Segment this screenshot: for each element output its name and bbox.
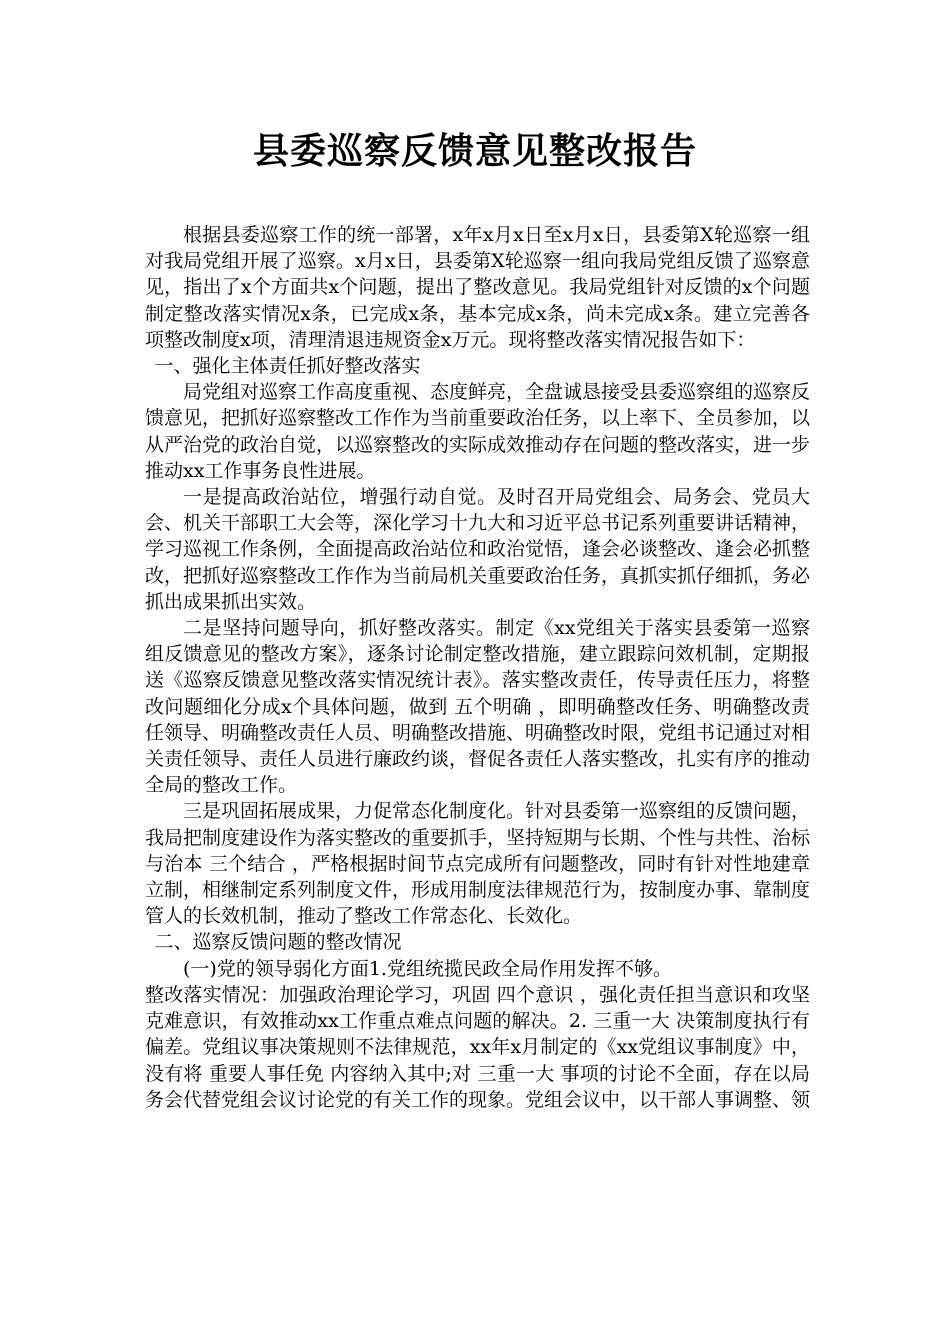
body-paragraph: 三是巩固拓展成果，力促常态化制度化。针对县委第一巡察组的反馈问题，我局把制度建设作为落实整改的重要抓手，坚持短期与长期、个性与共性、治标与治本 三个结合 ，严格根据时间节点完成所有问题整改，同时有针对性地建章立制，相继制定系列制度文件，形成用制度法律规范行为，按制度办事、靠制度管人的长效机制，推动了整改工作常态化、长效化。 <box>145 800 811 928</box>
intro-paragraph: 根据县委巡察工作的统一部署，x年x月x日至x月x日，县委第X轮巡察一组对我局党组开展了巡察。x月x日，县委第X轮巡察一组向我局党组反馈了巡察意见，指出了x个方面共x个问题，提出了整改意见。我局党组针对反馈的x个问题制定整改落实情况x条，已完成x条，基本完成x条，尚未完成x条。建立完善各项整改制度x项，清理清退违规资金x万元。现将整改落实情况报告如下： <box>145 224 810 351</box>
body-paragraph: 二是坚持问题导向，抓好整改落实。制定《xx党组关于落实县委第一巡察组反馈意见的整改方案》，逐条讨论制定整改措施，建立跟踪问效机制，定期报送《巡察反馈意见整改落实情况统计表》。落实整改责任，传导责任压力，将整改问题细化分成x个具体问题，做到 五个明确 ，即明确整改任务、明确整改责任领导、明确整改责任人员、明确整改措施、明确整改时限，党组书记通过对相关责任领导、责任人员进行廉政约谈，督促各责任人落实整改，扎实有序的推动全局的整改工作。 <box>145 617 811 797</box>
subsection-heading: (一)党的领导弱化方面1.党组统揽民政全局作用发挥不够。 <box>183 957 672 980</box>
body-paragraph: 一是提高政治站位，增强行动自觉。及时召开局党组会、局务会、党员大会、机关干部职工大会等，深化学习十九大和习近平总书记系列重要讲话精神，学习巡视工作条例，全面提高政治站位和政治觉悟，逢会必谈整改、逢会必抓整改，把抓好巡察整改工作作为当前局机关重要政治任务，真抓实抓仔细抓，务必抓出成果抓出实效。 <box>145 486 811 613</box>
section-heading-2: 二、巡察反馈问题的整改情况 <box>154 931 402 954</box>
body-paragraph: 局党组对巡察工作高度重视、态度鲜亮，全盘诚恳接受县委巡察组的巡察反馈意见，把抓好巡察整改工作作为当前重要政治任务，以上率下、全员参加，以从严治党的政治自觉，以巡察整改的实际成效推动存在问题的整改落实，进一步推动xx工作事务良性进展。 <box>145 381 811 482</box>
body-paragraph: 整改落实情况：加强政治理论学习，巩固 四个意识 ，强化责任担当意识和攻坚克难意识，有效推动xx工作重点难点问题的解决。2. 三重一大 决策制度执行有偏差。党组议事决策规则不法律规范，xx年x月制定的《xx党组议事制度》中，没有将 重要人事任免 内容纳入其中;对 三重一大 事项的讨论不全面，存在以局务会代替党组会议讨论党的有关工作的现象。党组会议中，以干部人事调整、领 <box>145 983 811 1111</box>
section-heading-1: 一、强化主体责任抓好整改落实 <box>154 355 421 378</box>
document-title: 县委巡察反馈意见整改报告 <box>252 131 697 172</box>
document-body <box>145 222 810 1113</box>
